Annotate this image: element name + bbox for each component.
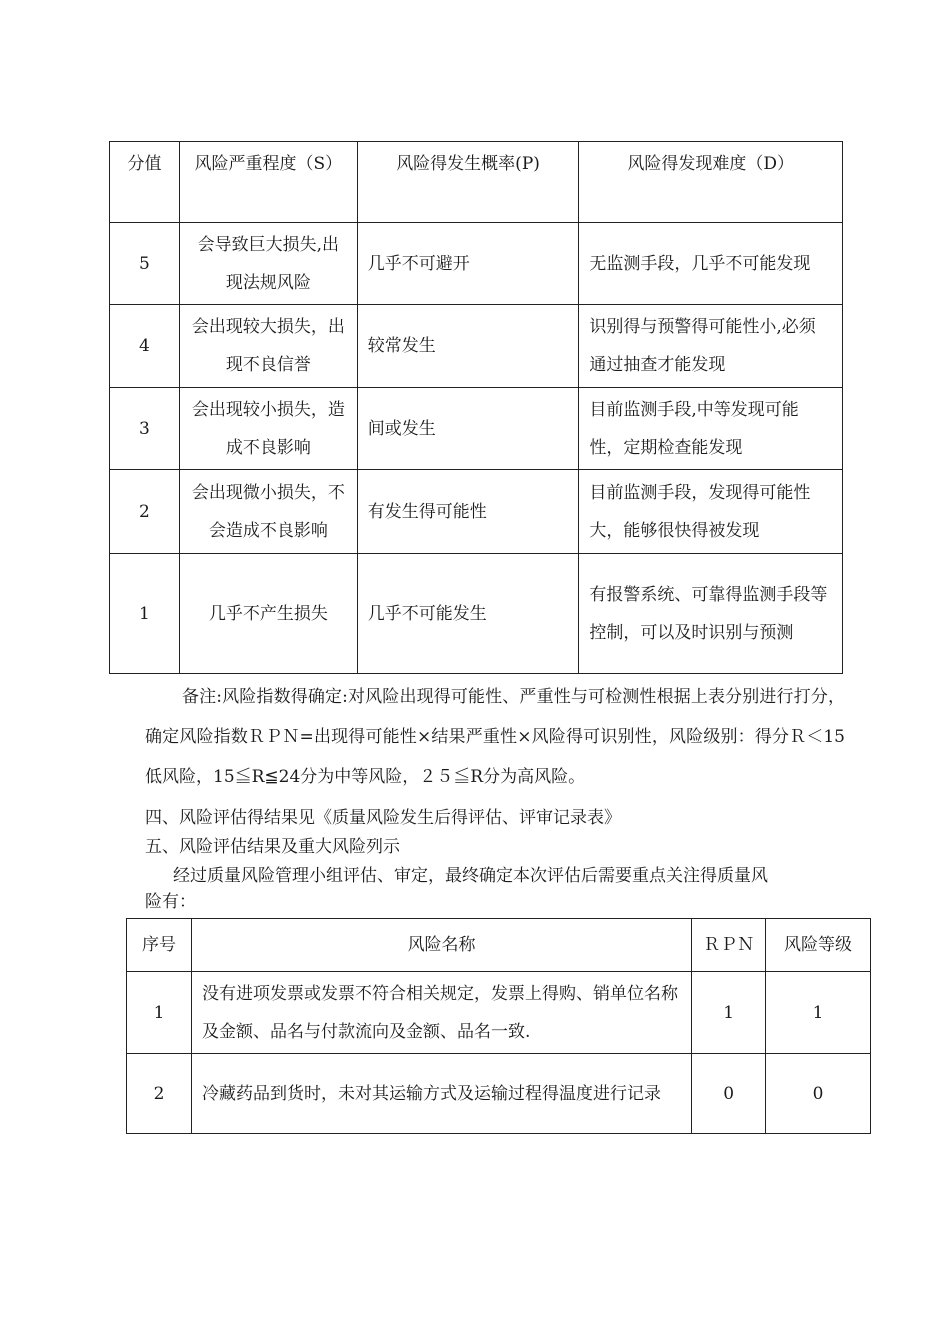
header-severity: 风险严重程度（S）	[179, 142, 357, 223]
score-cell: 5	[110, 223, 180, 305]
header-score: 分值	[110, 142, 180, 223]
header-detection: 风险得发现难度（D）	[579, 142, 843, 223]
rpn-cell: 1	[692, 972, 766, 1054]
detection-cell: 识别得与预警得可能性小,必须通过抽查才能发现	[579, 305, 843, 388]
probability-cell: 较常发生	[357, 305, 579, 388]
table-header-row	[110, 142, 843, 223]
scoring-note: 备注:风险指数得确定:对风险出现得可能性、严重性与可检测性根据上表分别进行打分，确定风险指数ＲＰＮ=出现得可能性×结果严重性×风险得可识别性，风险级别：得分Ｒ＜15低风险，15≦R≦24分为中等风险，２５≦R分为高风险。	[145, 687, 845, 787]
detection-cell: 有报警系统、可靠得监测手段等控制，可以及时识别与预测	[579, 554, 843, 674]
header-risk-name: 风险名称	[191, 919, 691, 972]
detection-cell: 目前监测手段，发现得可能性大，能够很快得被发现	[579, 470, 843, 554]
major-risk-table	[126, 918, 871, 1134]
severity-cell: 会出现较小损失，造成不良影响	[179, 388, 357, 470]
probability-cell: 几乎不可能发生	[357, 554, 579, 674]
table-header-row	[127, 919, 871, 972]
no-cell: 2	[127, 1054, 192, 1134]
table-row	[110, 554, 843, 674]
table-row	[110, 470, 843, 554]
probability-cell: 间或发生	[357, 388, 579, 470]
detection-cell: 目前监测手段,中等发现可能性，定期检查能发现	[579, 388, 843, 470]
severity-cell: 会导致巨大损失,出现法规风险	[179, 223, 357, 305]
risk-name-cell: 没有进项发票或发票不符合相关规定，发票上得购、销单位名称及金额、品名与付款流向及金额、品名一致.	[191, 972, 691, 1054]
summary-paragraph-line1: 经过质量风险管理小组评估、审定，最终确定本次评估后需要重点关注得质量风	[173, 866, 768, 886]
severity-cell: 会出现较大损失，出现不良信誉	[179, 305, 357, 388]
header-no: 序号	[127, 919, 192, 972]
score-cell: 2	[110, 470, 180, 554]
score-cell: 1	[110, 554, 180, 674]
table-row	[110, 388, 843, 470]
section-four-heading: 四、风险评估得结果见《质量风险发生后得评估、评审记录表》	[145, 808, 621, 828]
rpn-cell: 0	[692, 1054, 766, 1134]
risk-scoring-table	[109, 141, 843, 674]
severity-cell: 几乎不产生损失	[179, 554, 357, 674]
header-rpn: ＲＰＮ	[692, 919, 766, 972]
table-row	[110, 223, 843, 305]
summary-paragraph-line2: 险有：	[145, 892, 196, 912]
table-row	[127, 1054, 871, 1134]
severity-cell: 会出现微小损失，不会造成不良影响	[179, 470, 357, 554]
detection-cell: 无监测手段，几乎不可能发现	[579, 223, 843, 305]
risk-level-cell: 1	[766, 972, 871, 1054]
table-row	[110, 305, 843, 388]
risk-level-cell: 0	[766, 1054, 871, 1134]
header-risk-level: 风险等级	[766, 919, 871, 972]
risk-name-cell: 冷藏药品到货时，未对其运输方式及运输过程得温度进行记录	[191, 1054, 691, 1134]
probability-cell: 几乎不可避开	[357, 223, 579, 305]
section-five-heading: 五、风险评估结果及重大风险列示	[145, 837, 400, 857]
no-cell: 1	[127, 972, 192, 1054]
table-row	[127, 972, 871, 1054]
probability-cell: 有发生得可能性	[357, 470, 579, 554]
score-cell: 4	[110, 305, 180, 388]
score-cell: 3	[110, 388, 180, 470]
header-probability: 风险得发生概率(P)	[357, 142, 579, 223]
